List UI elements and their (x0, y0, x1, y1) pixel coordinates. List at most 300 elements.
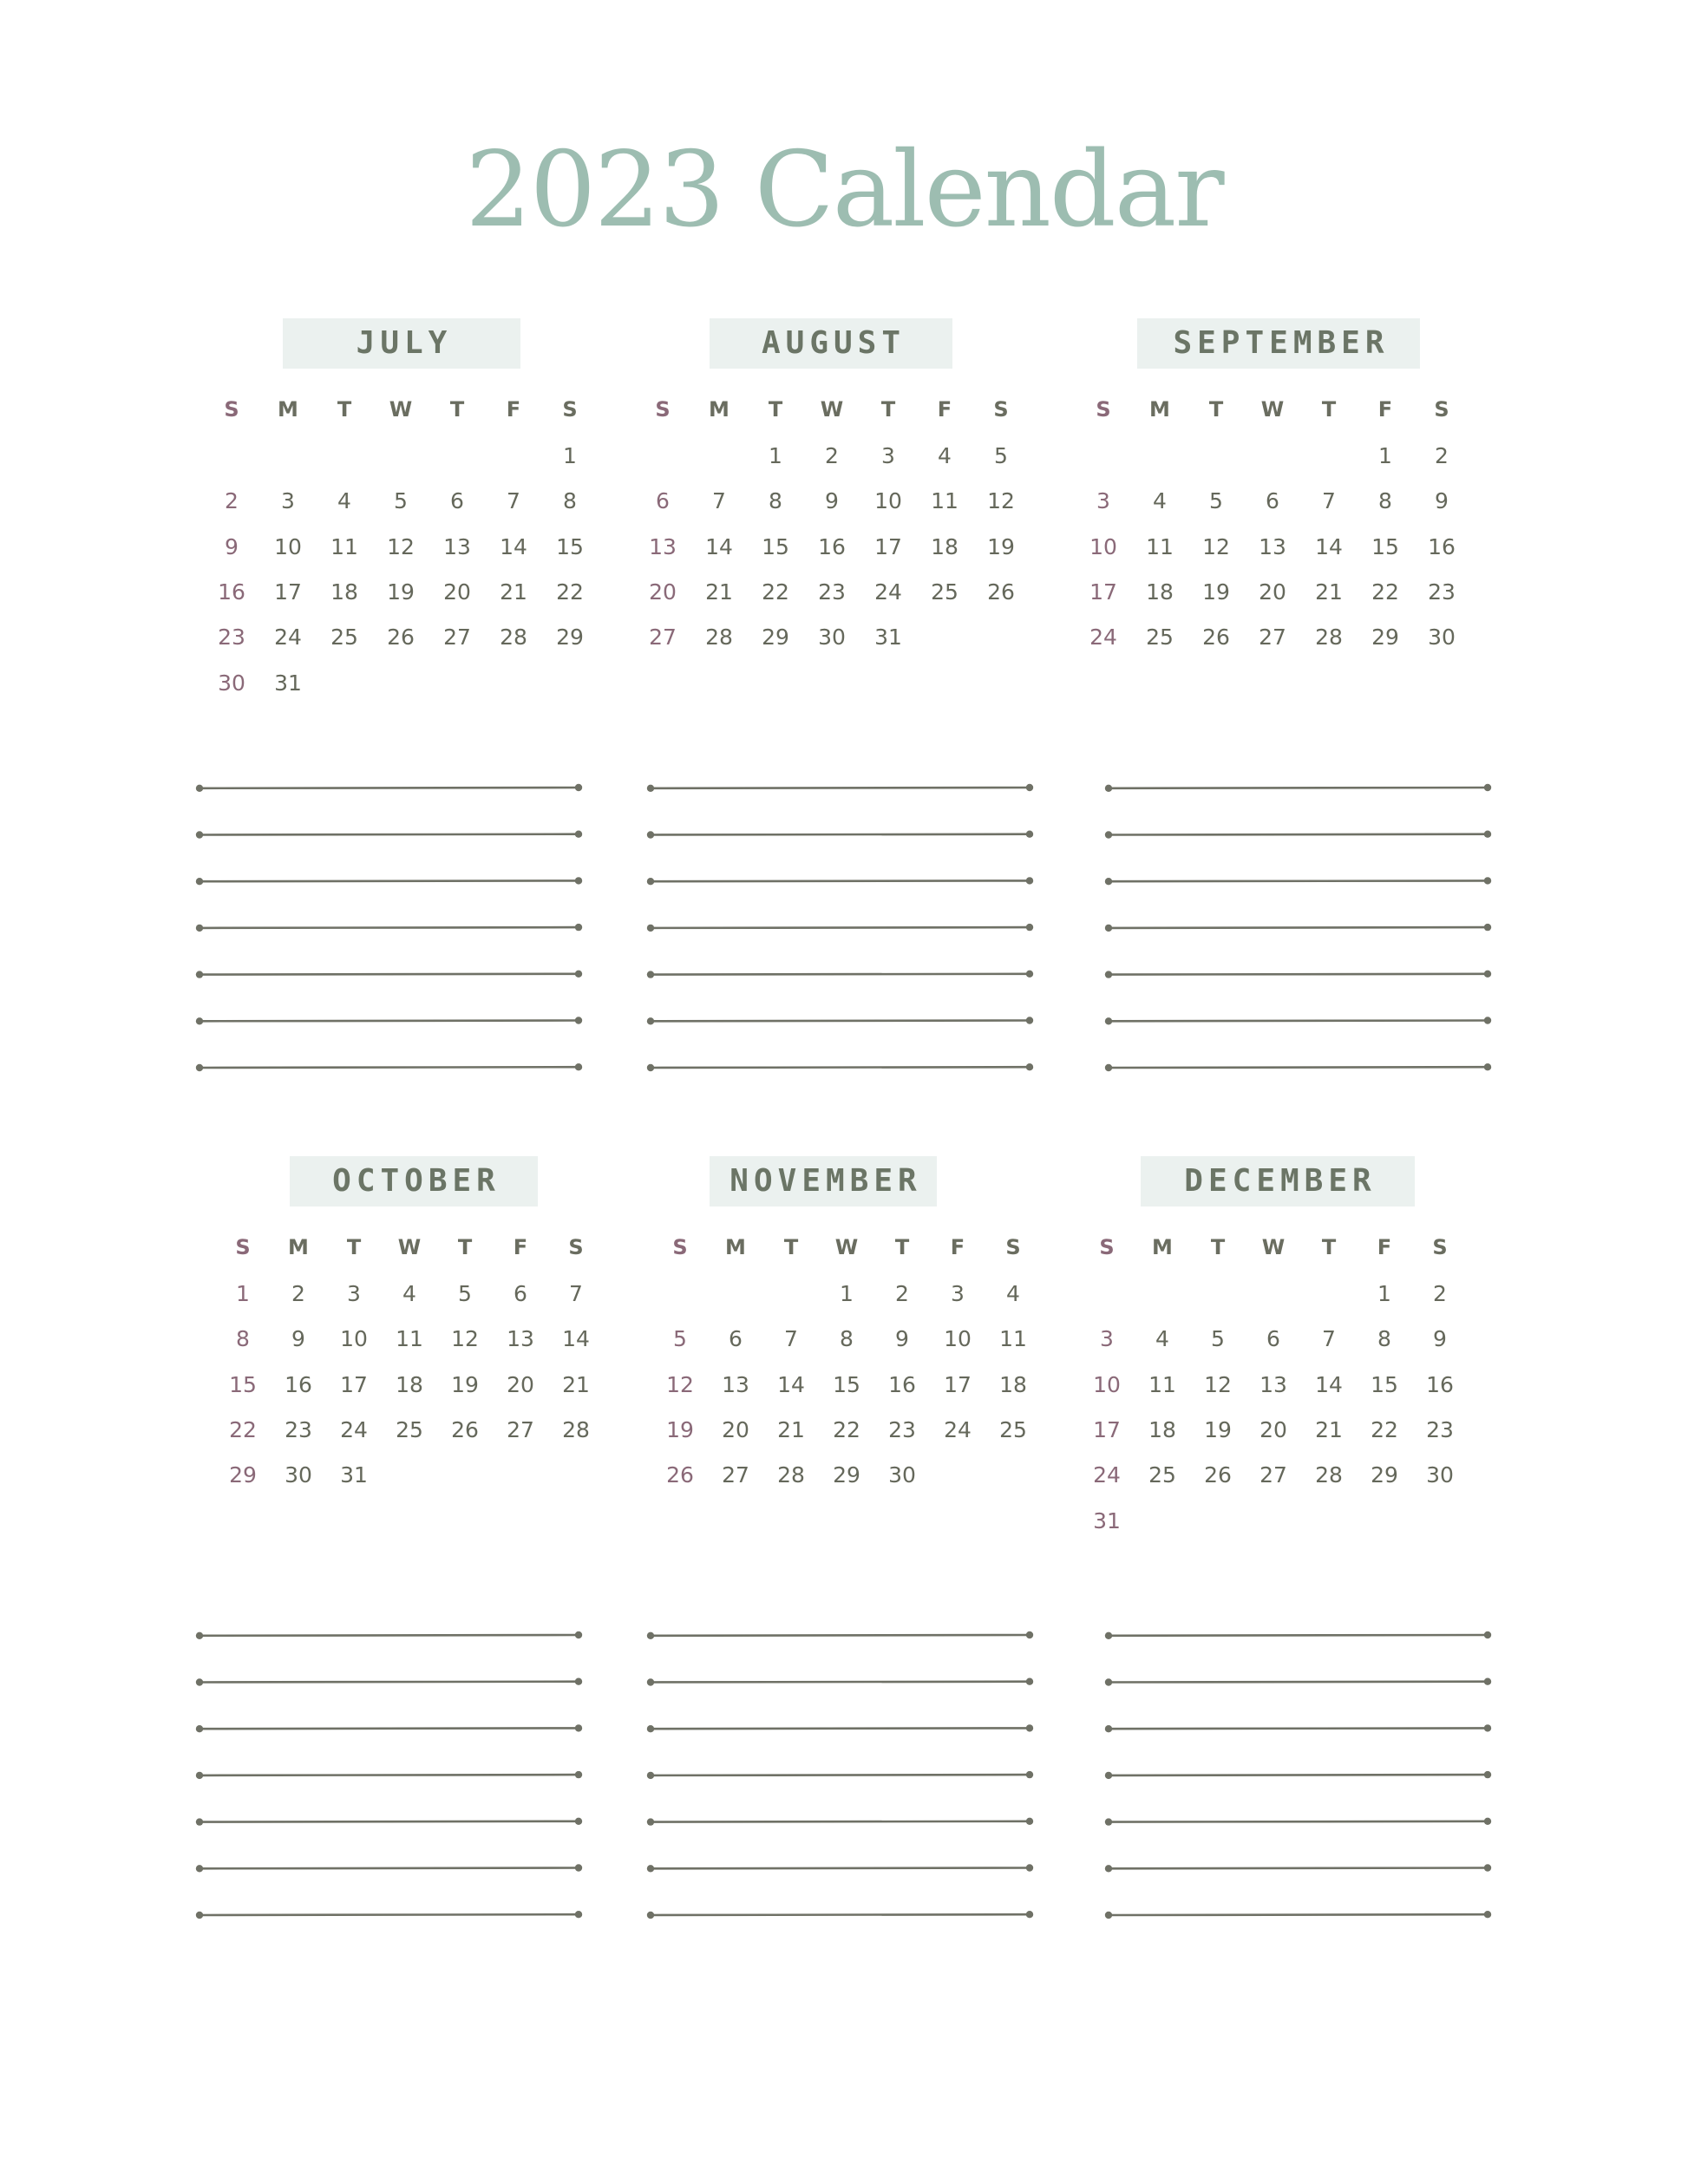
day-cell[interactable]: 2 (1433, 1281, 1447, 1306)
day-cell[interactable]: 25 (1146, 624, 1174, 651)
note-line[interactable] (1109, 1868, 1488, 1869)
note-line[interactable] (651, 1868, 1030, 1869)
day-cell[interactable]: 26 (987, 579, 1015, 605)
weekday-label: T (1321, 1235, 1337, 1259)
day-cell[interactable]: 4 (938, 443, 952, 468)
note-line-endpoint (196, 785, 203, 792)
day-cell[interactable]: 24 (1089, 624, 1117, 651)
note-line-endpoint (1484, 1864, 1491, 1871)
day-cell[interactable]: 3 (1100, 1326, 1114, 1352)
day-cell[interactable]: 30 (888, 1462, 916, 1488)
note-line-endpoint (647, 1017, 654, 1024)
note-line-endpoint (1105, 971, 1112, 978)
note-line-endpoint (196, 1865, 203, 1872)
note-line-endpoint (1484, 1771, 1491, 1778)
day-cell[interactable]: 9 (1435, 488, 1449, 514)
day-cell[interactable]: 21 (777, 1416, 805, 1442)
day-cell[interactable]: 9 (291, 1326, 305, 1352)
day-cell[interactable]: 12 (1202, 533, 1230, 559)
day-cell[interactable]: 10 (340, 1326, 368, 1352)
note-line-endpoint (647, 1678, 654, 1685)
day-cell[interactable]: 30 (818, 624, 846, 651)
note-line-endpoint (575, 1678, 582, 1685)
day-cell[interactable]: 24 (274, 624, 302, 651)
day-cell[interactable]: 15 (229, 1371, 257, 1397)
day-cell[interactable]: 6 (514, 1281, 527, 1306)
day-cell[interactable]: 20 (443, 579, 471, 605)
day-cell[interactable]: 26 (387, 624, 415, 651)
day-cell[interactable]: 29 (556, 624, 584, 651)
weekday-label: T (894, 1235, 910, 1259)
day-cell[interactable]: 20 (649, 579, 677, 605)
note-line-endpoint (1026, 784, 1033, 791)
weekday-label: S (655, 397, 671, 422)
day-cell[interactable]: 5 (1211, 1326, 1225, 1352)
note-line-endpoint (1484, 1818, 1491, 1825)
day-cell[interactable]: 8 (769, 488, 782, 514)
day-cell[interactable]: 3 (347, 1281, 361, 1306)
note-line[interactable] (651, 834, 1030, 835)
day-cell[interactable]: 10 (874, 488, 902, 514)
day-cell[interactable]: 23 (1428, 579, 1456, 605)
day-cell[interactable]: 19 (987, 533, 1015, 559)
day-cell[interactable]: 6 (450, 488, 464, 514)
note-line-endpoint (575, 784, 582, 791)
note-line[interactable] (1109, 1635, 1488, 1636)
note-line[interactable] (200, 1914, 579, 1915)
note-line[interactable] (200, 1868, 579, 1869)
note-line[interactable] (651, 974, 1030, 975)
day-cell[interactable]: 30 (285, 1462, 312, 1488)
note-line-endpoint (196, 878, 203, 885)
day-cell[interactable]: 14 (777, 1371, 805, 1397)
day-cell[interactable]: 21 (1315, 1416, 1343, 1442)
day-cell[interactable]: 5 (394, 488, 408, 514)
day-cell[interactable]: 16 (888, 1371, 916, 1397)
day-cell[interactable]: 3 (951, 1281, 965, 1306)
note-line[interactable] (1109, 1728, 1488, 1729)
weekday-label: W (397, 1235, 422, 1259)
note-line[interactable] (200, 1821, 579, 1822)
note-line-endpoint (1026, 1678, 1033, 1685)
day-cell[interactable]: 18 (1146, 579, 1174, 605)
day-cell[interactable]: 21 (562, 1371, 590, 1397)
weekday-label: S (1434, 397, 1449, 422)
day-cell[interactable]: 15 (1371, 1371, 1398, 1397)
day-cell[interactable]: 12 (451, 1326, 479, 1352)
day-cell[interactable]: 31 (274, 670, 302, 696)
note-line[interactable] (651, 1914, 1030, 1915)
day-cell[interactable]: 19 (1204, 1416, 1232, 1442)
day-cell[interactable]: 24 (944, 1416, 972, 1442)
day-cell[interactable]: 2 (895, 1281, 909, 1306)
day-cell[interactable]: 29 (762, 624, 789, 651)
month-september (1078, 318, 1529, 769)
day-cell[interactable]: 13 (722, 1371, 749, 1397)
day-cell[interactable]: 3 (881, 443, 895, 468)
day-cell[interactable]: 11 (999, 1326, 1027, 1352)
day-cell[interactable]: 18 (330, 579, 358, 605)
note-line-endpoint (575, 1911, 582, 1918)
note-line-endpoint (575, 831, 582, 838)
day-cell[interactable]: 31 (874, 624, 902, 651)
day-cell[interactable]: 4 (402, 1281, 416, 1306)
weekday-label: T (449, 397, 465, 422)
day-cell[interactable]: 25 (931, 579, 958, 605)
note-line-endpoint (1026, 1724, 1033, 1731)
note-line-endpoint (647, 1772, 654, 1779)
day-cell[interactable]: 13 (443, 533, 471, 559)
day-cell[interactable]: 6 (729, 1326, 743, 1352)
day-cell[interactable]: 18 (396, 1371, 423, 1397)
day-cell[interactable]: 19 (666, 1416, 694, 1442)
weekday-label: T (783, 1235, 799, 1259)
day-cell[interactable]: 29 (1371, 624, 1399, 651)
day-cell[interactable]: 22 (229, 1416, 257, 1442)
day-cell[interactable]: 28 (1315, 1462, 1343, 1488)
day-cell[interactable]: 5 (994, 443, 1008, 468)
note-line-endpoint (647, 878, 654, 885)
day-cell[interactable]: 12 (387, 533, 415, 559)
day-cell[interactable]: 14 (562, 1326, 590, 1352)
note-line-endpoint (575, 1631, 582, 1638)
weekday-label: F (937, 397, 952, 422)
note-line[interactable] (651, 1728, 1030, 1729)
day-cell[interactable]: 26 (666, 1462, 694, 1488)
day-cell[interactable]: 2 (291, 1281, 305, 1306)
day-cell[interactable]: 23 (888, 1416, 916, 1442)
day-cell[interactable]: 12 (987, 488, 1015, 514)
weekday-label: S (224, 397, 239, 422)
day-cell[interactable]: 2 (825, 443, 839, 468)
day-cell[interactable]: 27 (1259, 624, 1286, 651)
month-label: JULY (283, 318, 520, 369)
weekday-label: T (346, 1235, 362, 1259)
day-cell[interactable]: 5 (673, 1326, 687, 1352)
day-cell[interactable]: 8 (1377, 1326, 1391, 1352)
day-cell[interactable]: 18 (931, 533, 958, 559)
note-line[interactable] (1109, 1821, 1488, 1822)
day-cell[interactable]: 28 (1315, 624, 1343, 651)
note-line[interactable] (1109, 927, 1488, 928)
day-cell[interactable]: 17 (1093, 1416, 1121, 1442)
day-cell[interactable]: 15 (556, 533, 584, 559)
note-line-endpoint (1026, 1631, 1033, 1638)
note-line[interactable] (200, 1635, 579, 1636)
note-line[interactable] (651, 927, 1030, 928)
note-line[interactable] (651, 1682, 1030, 1683)
note-line-endpoint (575, 1771, 582, 1778)
note-line[interactable] (1109, 1914, 1488, 1915)
day-cell[interactable]: 28 (777, 1462, 805, 1488)
day-cell[interactable]: 8 (840, 1326, 854, 1352)
day-cell[interactable]: 9 (895, 1326, 909, 1352)
note-line-endpoint (1026, 877, 1033, 884)
day-cell[interactable]: 10 (1089, 533, 1117, 559)
day-cell[interactable]: 13 (649, 533, 677, 559)
day-cell[interactable]: 22 (1371, 579, 1399, 605)
day-cell[interactable]: 22 (556, 579, 584, 605)
day-cell[interactable]: 15 (833, 1371, 860, 1397)
day-cell[interactable]: 7 (1322, 488, 1336, 514)
day-cell[interactable]: 22 (762, 579, 789, 605)
day-cell[interactable]: 16 (285, 1371, 312, 1397)
notes-lines (1100, 779, 1496, 1076)
day-cell[interactable]: 7 (507, 488, 520, 514)
note-line-endpoint (647, 925, 654, 932)
day-cell[interactable]: 15 (1371, 533, 1399, 559)
note-line[interactable] (200, 1067, 579, 1068)
weekday-label: T (768, 397, 783, 422)
note-line-endpoint (575, 1724, 582, 1731)
day-cell[interactable]: 13 (1259, 1371, 1287, 1397)
day-cell[interactable]: 10 (1093, 1371, 1121, 1397)
day-cell[interactable]: 1 (769, 443, 782, 468)
note-line-endpoint (196, 925, 203, 932)
notes-lines (642, 779, 1038, 1076)
day-cell[interactable]: 8 (1378, 488, 1392, 514)
day-cell[interactable]: 28 (562, 1416, 590, 1442)
notes-lines (191, 1626, 587, 1923)
note-line-endpoint (1484, 1678, 1491, 1685)
day-cell[interactable]: 16 (818, 533, 846, 559)
day-cell[interactable]: 24 (874, 579, 902, 605)
day-cell[interactable]: 21 (1315, 579, 1343, 605)
day-cell[interactable]: 23 (1426, 1416, 1454, 1442)
day-cell[interactable]: 31 (340, 1462, 368, 1488)
day-cell[interactable]: 11 (1148, 1371, 1176, 1397)
day-cell[interactable]: 22 (1371, 1416, 1398, 1442)
month-label: DECEMBER (1141, 1156, 1415, 1206)
day-cell[interactable]: 29 (1371, 1462, 1398, 1488)
day-cell[interactable]: 18 (1148, 1416, 1176, 1442)
day-cell[interactable]: 12 (1204, 1371, 1232, 1397)
day-cell[interactable]: 16 (1428, 533, 1456, 559)
day-cell[interactable]: 4 (1153, 488, 1167, 514)
note-line-endpoint (1105, 785, 1112, 792)
day-cell[interactable]: 15 (762, 533, 789, 559)
day-cell[interactable]: 16 (1426, 1371, 1454, 1397)
note-line[interactable] (200, 927, 579, 928)
day-cell[interactable]: 1 (236, 1281, 250, 1306)
day-cell[interactable]: 1 (563, 443, 577, 468)
day-cell[interactable]: 8 (236, 1326, 250, 1352)
note-line[interactable] (200, 834, 579, 835)
day-cell[interactable]: 9 (825, 488, 839, 514)
day-cell[interactable]: 6 (1266, 488, 1279, 514)
note-line-endpoint (1484, 784, 1491, 791)
day-cell[interactable]: 25 (396, 1416, 423, 1442)
note-line[interactable] (200, 1021, 579, 1022)
day-cell[interactable]: 14 (1315, 533, 1343, 559)
day-cell[interactable]: 13 (507, 1326, 534, 1352)
day-cell[interactable]: 7 (712, 488, 726, 514)
note-line-endpoint (1105, 1064, 1112, 1071)
note-line-endpoint (1105, 1725, 1112, 1732)
day-cell[interactable]: 17 (944, 1371, 972, 1397)
day-cell[interactable]: 28 (500, 624, 527, 651)
day-cell[interactable]: 14 (705, 533, 733, 559)
day-cell[interactable]: 25 (330, 624, 358, 651)
weekday-label: T (337, 397, 352, 422)
day-cell[interactable]: 10 (944, 1326, 972, 1352)
day-cell[interactable]: 27 (649, 624, 677, 651)
note-line-endpoint (647, 785, 654, 792)
weekday-label: T (1210, 1235, 1226, 1259)
note-line[interactable] (1109, 974, 1488, 975)
note-line-endpoint (1026, 831, 1033, 838)
day-cell[interactable]: 11 (1146, 533, 1174, 559)
note-line[interactable] (651, 1635, 1030, 1636)
note-line-endpoint (196, 1678, 203, 1685)
note-line[interactable] (1109, 1682, 1488, 1683)
weekday-label: F (950, 1235, 965, 1259)
day-cell[interactable]: 6 (656, 488, 670, 514)
notes-lines (642, 1626, 1038, 1923)
day-cell[interactable]: 20 (1259, 579, 1286, 605)
day-cell[interactable]: 19 (451, 1371, 479, 1397)
note-line[interactable] (651, 1067, 1030, 1068)
day-cell[interactable]: 4 (1155, 1326, 1169, 1352)
note-line-endpoint (1484, 1017, 1491, 1023)
note-line-endpoint (647, 971, 654, 978)
day-cell[interactable]: 20 (507, 1371, 534, 1397)
note-line[interactable] (200, 1682, 579, 1683)
day-cell[interactable]: 14 (1315, 1371, 1343, 1397)
day-cell[interactable]: 11 (396, 1326, 423, 1352)
note-line-endpoint (575, 924, 582, 931)
day-cell[interactable]: 29 (229, 1462, 257, 1488)
day-cell[interactable]: 1 (1377, 1281, 1391, 1306)
day-cell[interactable]: 19 (1202, 579, 1230, 605)
note-line[interactable] (200, 974, 579, 975)
day-cell[interactable]: 27 (443, 624, 471, 651)
day-cell[interactable]: 18 (999, 1371, 1027, 1397)
day-cell[interactable]: 1 (840, 1281, 854, 1306)
month-label: SEPTEMBER (1137, 318, 1420, 369)
day-cell[interactable]: 23 (285, 1416, 312, 1442)
day-cell[interactable]: 5 (458, 1281, 472, 1306)
day-cell[interactable]: 23 (818, 579, 846, 605)
day-cell[interactable]: 7 (1322, 1326, 1336, 1352)
day-cell[interactable]: 11 (330, 533, 358, 559)
day-cell[interactable]: 3 (1096, 488, 1110, 514)
day-cell[interactable]: 22 (833, 1416, 860, 1442)
day-cell[interactable]: 20 (722, 1416, 749, 1442)
note-line[interactable] (1109, 1067, 1488, 1068)
day-cell[interactable]: 27 (507, 1416, 534, 1442)
note-line[interactable] (651, 880, 1030, 881)
note-line[interactable] (1109, 880, 1488, 881)
day-cell[interactable]: 24 (1093, 1462, 1121, 1488)
day-cell[interactable]: 4 (337, 488, 351, 514)
day-cell[interactable]: 16 (218, 579, 245, 605)
notes-lines (191, 779, 587, 1076)
note-line[interactable] (200, 880, 579, 881)
weekday-label: M (278, 397, 298, 422)
day-cell[interactable]: 4 (1006, 1281, 1020, 1306)
day-cell[interactable]: 11 (931, 488, 958, 514)
day-cell[interactable]: 27 (722, 1462, 749, 1488)
note-line-endpoint (647, 1632, 654, 1639)
weekday-label: M (1149, 397, 1170, 422)
notes-lines (1100, 1626, 1496, 1923)
day-cell[interactable]: 1 (1378, 443, 1392, 468)
weekday-label: M (1152, 1235, 1173, 1259)
note-line[interactable] (1109, 834, 1488, 835)
day-cell[interactable]: 21 (705, 579, 733, 605)
day-cell[interactable]: 10 (274, 533, 302, 559)
day-cell[interactable]: 8 (563, 488, 577, 514)
note-line-endpoint (1026, 1771, 1033, 1778)
day-cell[interactable]: 21 (500, 579, 527, 605)
day-cell[interactable]: 17 (874, 533, 902, 559)
day-cell[interactable]: 2 (225, 488, 239, 514)
day-cell[interactable]: 6 (1266, 1326, 1280, 1352)
day-cell[interactable]: 26 (451, 1416, 479, 1442)
weekday-label: F (1377, 1235, 1392, 1259)
day-cell[interactable]: 25 (1148, 1462, 1176, 1488)
day-cell[interactable]: 9 (225, 533, 239, 559)
day-cell[interactable]: 14 (500, 533, 527, 559)
day-cell[interactable]: 17 (340, 1371, 368, 1397)
note-line[interactable] (200, 1728, 579, 1729)
note-line-endpoint (196, 1912, 203, 1919)
day-cell[interactable]: 26 (1204, 1462, 1232, 1488)
day-cell[interactable]: 31 (1093, 1507, 1121, 1533)
day-cell[interactable]: 7 (569, 1281, 583, 1306)
note-line-endpoint (1105, 1678, 1112, 1685)
day-cell[interactable]: 26 (1202, 624, 1230, 651)
day-cell[interactable]: 24 (340, 1416, 368, 1442)
day-cell[interactable]: 28 (705, 624, 733, 651)
weekday-label: S (568, 1235, 584, 1259)
day-cell[interactable]: 12 (666, 1371, 694, 1397)
day-cell[interactable]: 2 (1435, 443, 1449, 468)
day-cell[interactable]: 23 (218, 624, 245, 651)
note-line-endpoint (1105, 1865, 1112, 1872)
weekday-label: S (1005, 1235, 1021, 1259)
day-cell[interactable]: 9 (1433, 1326, 1447, 1352)
day-cell[interactable]: 30 (1428, 624, 1456, 651)
weekday-label: T (457, 1235, 473, 1259)
note-line-endpoint (1026, 1911, 1033, 1918)
day-cell[interactable]: 7 (784, 1326, 798, 1352)
day-cell[interactable]: 29 (833, 1462, 860, 1488)
note-line[interactable] (1109, 1021, 1488, 1022)
weekday-label: M (709, 397, 730, 422)
day-cell[interactable]: 25 (999, 1416, 1027, 1442)
day-cell[interactable]: 17 (1089, 579, 1117, 605)
month-label: OCTOBER (290, 1156, 538, 1206)
day-cell[interactable]: 5 (1209, 488, 1223, 514)
day-cell[interactable]: 20 (1259, 1416, 1287, 1442)
note-line[interactable] (651, 1821, 1030, 1822)
day-cell[interactable]: 19 (387, 579, 415, 605)
note-line-endpoint (1484, 1911, 1491, 1918)
day-cell[interactable]: 17 (274, 579, 302, 605)
note-line-endpoint (1026, 1818, 1033, 1825)
day-cell[interactable]: 3 (281, 488, 295, 514)
note-line-endpoint (1105, 1632, 1112, 1639)
day-cell[interactable]: 13 (1259, 533, 1286, 559)
weekday-label: S (235, 1235, 251, 1259)
day-cell[interactable]: 30 (1426, 1462, 1454, 1488)
day-cell[interactable]: 27 (1259, 1462, 1287, 1488)
day-cell[interactable]: 30 (218, 670, 245, 696)
note-line[interactable] (651, 1021, 1030, 1022)
note-line-endpoint (1484, 924, 1491, 931)
